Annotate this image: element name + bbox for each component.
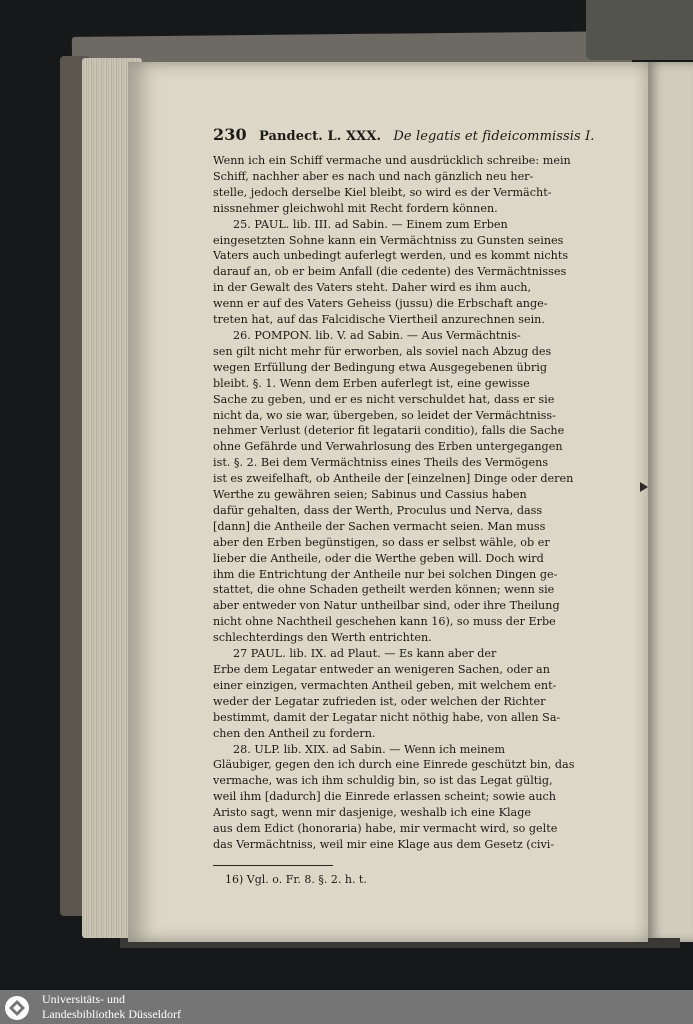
text-line: Sache zu geben, und er es nicht verschuldet hat, dass er sie [213,392,555,406]
text-line: darauf an, ob er beim Anfall (die cedente) des Vermächtnisses [213,265,567,279]
text-line: aber den Erben begünstigen, so dass er selbst wähle, ob er [213,535,550,549]
text-line: wenn er auf des Vaters Geheiss (jussu) die Erbschaft ange- [213,297,548,311]
text-line: ist es zweifelhaft, ob Antheile der [einzelnen] Dinge oder deren [213,472,574,486]
text-line: ohne Gefährde und Verwahrlosung des Erben untergegangen [213,440,563,454]
footnote: 16) Vgl. o. Fr. 8. §. 2. h. t. [225,872,367,886]
text-line: nehmer Verlust (deterior fit legatarii conditio), falls die Sache [213,424,565,438]
text-line: Vaters auch unbedingt auferlegt werden, und es kommt nichts [213,249,569,263]
text-line: aber entweder von Natur untheilbar sind, oder ihre Theilung [213,599,560,613]
text-line: wegen Erfüllung der Bedingung etwa Ausgegebenen übrig [213,360,547,374]
text-line: bleibt. §. 1. Wenn dem Erben auferlegt ist, eine gewisse [213,376,530,390]
text-line: 26. POMPON. lib. V. ad Sabin. — Aus Vermächtnis- [233,328,521,342]
text-line: aus dem Edict (honoraria) habe, mir vermacht wird, so gelte [213,822,558,836]
header-title: De legatis et fideicommissis I. [393,129,595,144]
text-line: Erbe dem Legatar entweder an wenigeren Sachen, oder an [213,663,550,676]
text-line: das Vermächtniss, weil mir eine Klage aus dem Gesetz (civi- [213,837,555,851]
text-line: Aristo sagt, wenn mir dasjenige, weshalb ich eine Klage [213,806,531,820]
text-line: 27 PAUL. lib. IX. ad Plaut. — Es kann aber der [233,647,497,661]
text-line: Schiff, nachher aber es nach und nach gänzlich neu her- [213,169,534,183]
facing-page-edge [646,62,693,942]
page-number: 230 [213,125,247,144]
text-line: weder der Legatar zufrieden ist, oder welchen der Richter [213,694,546,708]
library-name-line1: Universitäts- und [42,992,125,1006]
running-head: Pandect. L. XXX. [258,129,382,144]
running-header [213,126,608,146]
text-line: Werthe zu gewähren seien; Sabinus und Cassius haben [213,488,527,502]
library-name-line2: Landesbibliothek Düsseldorf [42,1007,181,1021]
text-line: Gläubiger, gegen den ich durch eine Einrede geschützt bin, das [213,758,575,772]
text-line: nissnehmer gleichwohl mit Recht fordern können. [213,201,498,215]
text-line: 25. PAUL. lib. III. ad Sabin. — Einem zum Erben [233,217,508,231]
page-content [213,126,608,887]
page-marker [640,482,648,492]
text-line: schlechterdings den Werth entrichten. [213,631,432,645]
library-name [42,992,181,1022]
text-line: vermache, was ich ihm schuldig bin, so ist das Legat gültig, [213,774,553,788]
text-line: in der Gewalt des Vaters steht. Daher wird es ihm auch, [213,281,532,295]
text-line: [dann] die Antheile der Sachen vermacht seien. Man muss [213,519,546,533]
text-line: stattet, die ohne Schaden getheilt werden können; wenn sie [213,583,555,597]
text-line: 28. ULP. lib. XIX. ad Sabin. — Wenn ich meinem [233,742,506,756]
text-line: dafür gehalten, dass der Werth, Proculus und Nerva, dass [213,503,543,517]
text-line: weil ihm [dadurch] die Einrede erlassen scheint; sowie auch [213,790,557,804]
footnote-rule [213,865,333,866]
text-line: nicht ohne Nachtheil geschehen kann 16), so muss der Erbe [213,615,556,629]
body-text [213,153,608,853]
text-line: eingesetzten Sohne kann ein Vermächtniss zu Gunsten seines [213,233,564,247]
text-line: sen gilt nicht mehr für erworben, als soviel nach Abzug des [213,344,552,358]
text-line: Wenn ich ein Schiff vermache und ausdrücklich schreibe: mein [213,154,571,167]
text-line: bestimmt, damit der Legatar nicht nöthig habe, von allen Sa- [213,710,561,724]
text-line: nicht da, wo sie war, übergeben, so leidet der Vermächtniss- [213,408,556,422]
text-line: ihm die Entrichtung der Antheile nur bei solchen Dingen ge- [213,567,558,581]
library-logo-icon [4,995,30,1021]
text-line: einer einzigen, vermachten Antheil geben, mit welchem ent- [213,678,557,692]
book-cover-corner [586,0,693,60]
text-line: treten hat, auf das Falcidische Viertheil anzurechnen sein. [213,313,545,327]
text-line: ist. §. 2. Bei dem Vermächtniss eines Theils des Vermögens [213,456,549,470]
text-line: chen den Antheil zu fordern. [213,726,376,740]
text-line: lieber die Antheile, oder die Werthe geben will. Doch wird [213,551,544,565]
text-line: stelle, jedoch derselbe Kiel bleibt, so wird es der Vermächt- [213,185,552,199]
